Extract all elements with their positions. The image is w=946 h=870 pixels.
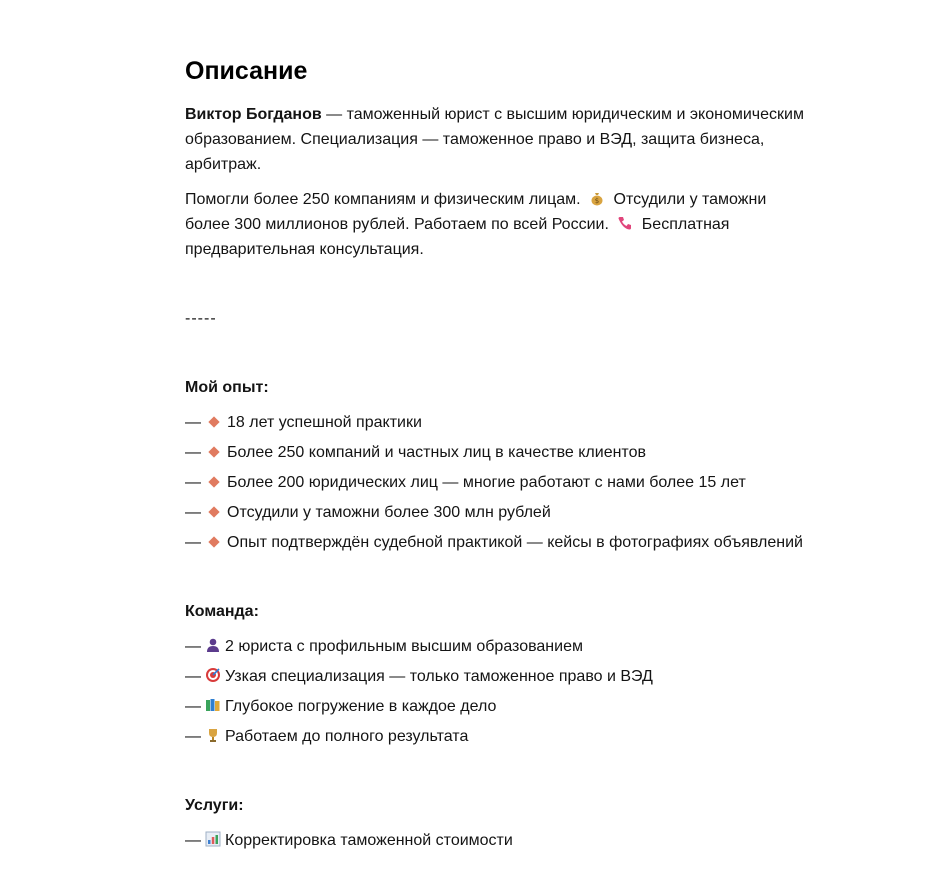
page-title: Описание <box>185 57 308 85</box>
target-icon <box>205 667 221 683</box>
divider: ----- <box>185 310 217 327</box>
stats-text-2: Отсудили у таможни более 300 миллионов рублей. Работаем по всей России. <box>185 191 767 233</box>
stats-paragraph <box>185 187 805 262</box>
dash: — <box>185 832 201 849</box>
author-name: Виктор Богданов <box>185 106 322 123</box>
list-item-text: Более 250 компаний и частных лиц в качестве клиентов <box>227 444 646 461</box>
description-content <box>185 54 805 858</box>
list-item <box>185 724 805 749</box>
money-bag-icon <box>589 190 605 206</box>
dash: — <box>185 638 201 655</box>
services-heading: Услуги: <box>185 797 244 814</box>
team-heading: Команда: <box>185 603 259 620</box>
list-item <box>185 470 805 495</box>
dash: — <box>185 698 201 715</box>
list-item <box>185 634 805 659</box>
person-icon <box>205 637 221 653</box>
list-item <box>185 530 805 555</box>
experience-heading: Мой опыт: <box>185 379 269 396</box>
dash: — <box>185 668 201 685</box>
diamond-icon <box>208 537 219 548</box>
list-item <box>185 828 805 853</box>
list-item <box>185 664 805 689</box>
books-icon <box>205 697 221 713</box>
team-list <box>185 634 805 749</box>
stats-text-1: Помогли более 250 компаниям и физическим лицам. <box>185 191 586 208</box>
svg-text:$: $ <box>594 197 600 205</box>
diamond-icon <box>208 447 219 458</box>
diamond-icon <box>208 477 219 488</box>
list-item-text: 18 лет успешной практики <box>227 414 422 431</box>
list-item-text: Работаем до полного результата <box>225 728 469 745</box>
list-item <box>185 440 805 465</box>
phone-icon <box>617 215 633 231</box>
list-item-text: Корректировка таможенной стоимости <box>225 832 513 849</box>
intro-text: — таможенный юрист с высшим юридическим и экономическим образованием. Специализация — таможенное право и ВЭД, защита бизнеса, арбитраж. <box>185 106 804 173</box>
list-item-text: Отсудили у таможни более 300 млн рублей <box>227 504 551 521</box>
list-item-text: Узкая специализация — только таможенное право и ВЭД <box>225 668 653 685</box>
list-item-text: Более 200 юридических лиц — многие работают с нами более 15 лет <box>227 474 746 491</box>
dash: — <box>185 444 201 461</box>
list-item-text: Глубокое погружение в каждое дело <box>225 698 497 715</box>
dash: — <box>185 474 201 491</box>
intro-paragraph <box>185 102 805 177</box>
dash: — <box>185 534 201 551</box>
diamond-icon <box>208 507 219 518</box>
list-item <box>185 500 805 525</box>
dash: — <box>185 414 201 431</box>
dash: — <box>185 504 201 521</box>
list-item-text: Опыт подтверждён судебной практикой — кейсы в фотографиях объявлений <box>227 534 803 551</box>
chart-icon <box>205 831 221 847</box>
list-item <box>185 410 805 435</box>
services-list <box>185 828 805 853</box>
list-item <box>185 694 805 719</box>
stats-text-3: Бесплатная предварительная консультация. <box>185 216 730 258</box>
diamond-icon <box>208 417 219 428</box>
experience-list <box>185 410 805 555</box>
dash: — <box>185 728 201 745</box>
list-item-text: 2 юриста с профильным высшим образованием <box>225 638 583 655</box>
trophy-icon <box>205 727 221 743</box>
